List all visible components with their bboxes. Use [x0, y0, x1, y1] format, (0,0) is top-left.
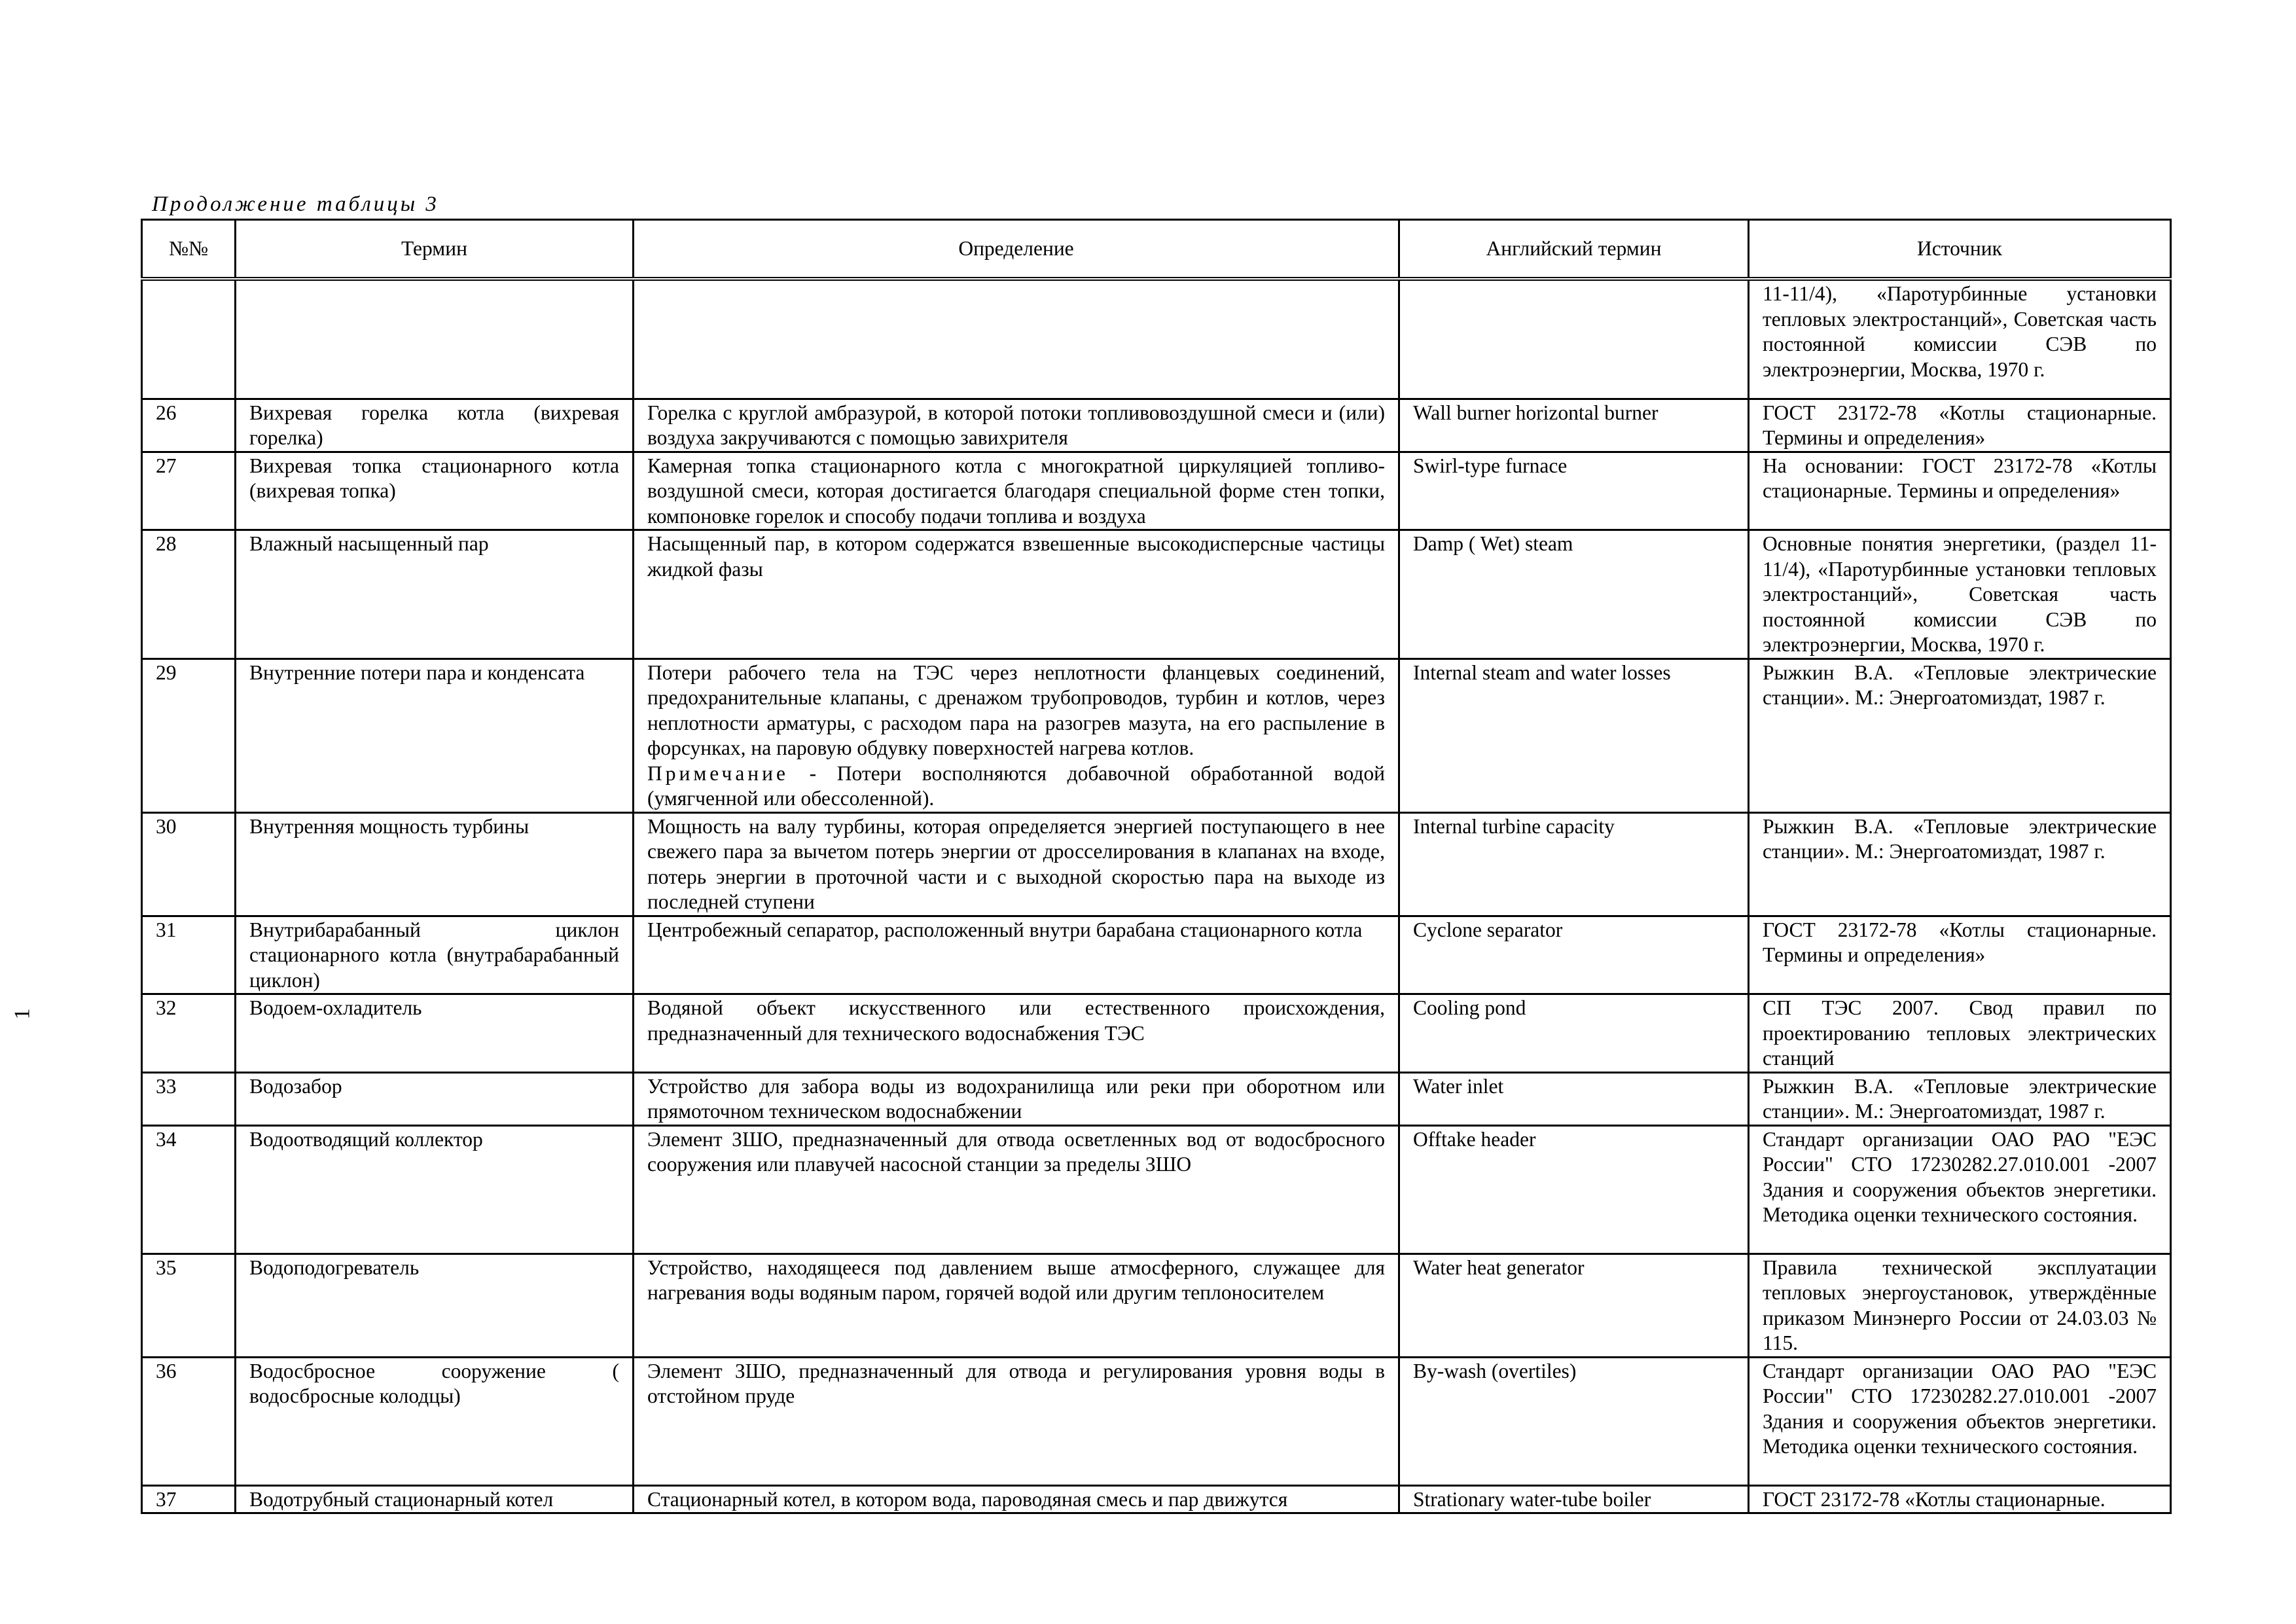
row-english-term: Damp ( Wet) steam [1399, 530, 1749, 659]
row-definition: Камерная топка стационарного котла с многократной циркуляцией топливо-воздушной смеси, которая достигается благодаря специальной форме стен топки, компоновке горелок и способу подачи топлива и воздуха [634, 452, 1399, 530]
header-definition: Определение [634, 220, 1399, 280]
header-term: Термин [236, 220, 634, 280]
row-term: Внутрибарабанный циклон стационарного котла (внутрабарабанный циклон) [236, 916, 634, 994]
row-english-term: Cooling pond [1399, 994, 1749, 1073]
row-definition: Водяной объект искусственного или естественного происхождения, предназначенный для технического водоснабжения ТЭС [634, 994, 1399, 1073]
table-row [142, 659, 2171, 812]
header-source: Источник [1749, 220, 2171, 280]
row-number: 31 [142, 916, 236, 994]
row-source: Стандарт организации ОАО РАО "ЕЭС России" СТО 17230282.27.010.001 -2007 Здания и сооружения объектов энергетики. Методика оценки технического состояния. [1749, 1357, 2171, 1485]
row-definition: Насыщенный пар, в котором содержатся взвешенные высокодисперсные частицы жидкой фазы [634, 530, 1399, 659]
row-term: Водоем-охладитель [236, 994, 634, 1073]
table-row [142, 916, 2171, 994]
row-number: 28 [142, 530, 236, 659]
table-row [142, 1072, 2171, 1125]
note-text: - Потери восполняются добавочной обработанной водой (умягченной или обессоленной). [647, 761, 1385, 810]
terms-table [141, 219, 2172, 1514]
row-source: Стандарт организации ОАО РАО "ЕЭС России" СТО 17230282.27.010.001 -2007 Здания и сооружения объектов энергетики. Методика оценки технического состояния. [1749, 1125, 2171, 1254]
row-number: 29 [142, 659, 236, 812]
row-source: Основные понятия энергетики, (раздел 11-11/4), «Паротурбинные установки тепловых электростанций», Советская часть постоянной комиссии СЭВ по электроэнергии, Москва, 1970 г. [1749, 530, 2171, 659]
table-row [142, 1357, 2171, 1485]
row-definition: Устройство для забора воды из водохранилища или реки при оборотном или прямоточном техническом водоснабжении [634, 1072, 1399, 1125]
row-source: 11-11/4), «Паротурбинные установки тепловых электростанций», Советская часть постоянной комиссии СЭВ по электроэнергии, Москва, 1970 г. [1749, 279, 2171, 399]
note-label: Примечание [647, 761, 789, 785]
row-term: Водозабор [236, 1072, 634, 1125]
table-row [142, 399, 2171, 452]
row-term: Водоподогреватель [236, 1254, 634, 1357]
row-definition: Элемент ЗШО, предназначенный для отвода и регулирования уровня воды в отстойном пруде [634, 1357, 1399, 1485]
row-definition: Стационарный котел, в котором вода, пароводяная смесь и пар движутся [634, 1485, 1399, 1513]
row-term [236, 279, 634, 399]
row-number [142, 279, 236, 399]
row-source: ГОСТ 23172-78 «Котлы стационарные. Термины и определения» [1749, 916, 2171, 994]
table-row [142, 994, 2171, 1073]
row-english-term: Strationary water-tube boiler [1399, 1485, 1749, 1513]
table-row [142, 279, 2171, 399]
row-source: Рыжкин В.А. «Тепловые электрические станции». М.: Энергоатомиздат, 1987 г. [1749, 1072, 2171, 1125]
row-number: 32 [142, 994, 236, 1073]
row-number: 30 [142, 812, 236, 916]
row-definition [634, 279, 1399, 399]
row-term: Вихревая топка стационарного котла (вихревая топка) [236, 452, 634, 530]
side-page-number: 1 [10, 1008, 35, 1020]
row-source: ГОСТ 23172-78 «Котлы стационарные. [1749, 1485, 2171, 1513]
table-row [142, 530, 2171, 659]
definition-text: Потери рабочего тела на ТЭС через неплотности фланцевых соединений, предохранительные клапаны, с дренажом трубопроводов, турбин и котлов, через неплотности арматуры, с расходом пара на разогрев мазута, на его распыление в форсунках, на паровую обдувку поверхностей нагрева котлов. [647, 660, 1385, 759]
table-row [142, 1485, 2171, 1513]
table-header-row [142, 220, 2171, 280]
row-english-term [1399, 279, 1749, 399]
row-number: 37 [142, 1485, 236, 1513]
row-term: Водотрубный стационарный котел [236, 1485, 634, 1513]
row-term: Вихревая горелка котла (вихревая горелка) [236, 399, 634, 452]
row-definition: Мощность на валу турбины, которая определяется энергией поступающего в нее свежего пара за вычетом потерь энергии от дросселирования в клапанах на входе, потерь энергии в проточной части и с выходной скоростью пара на выходе из последней ступени [634, 812, 1399, 916]
row-number: 33 [142, 1072, 236, 1125]
row-source: На основании: ГОСТ 23172-78 «Котлы стационарные. Термины и определения» [1749, 452, 2171, 530]
row-term: Водосбросное сооружение ( водосбросные колодцы) [236, 1357, 634, 1485]
row-source: Рыжкин В.А. «Тепловые электрические станции». М.: Энергоатомиздат, 1987 г. [1749, 812, 2171, 916]
row-definition [634, 659, 1399, 812]
table-row [142, 1254, 2171, 1357]
header-number: №№ [142, 220, 236, 280]
row-term: Внутренние потери пара и конденсата [236, 659, 634, 812]
row-english-term: Swirl-type furnace [1399, 452, 1749, 530]
row-source: Рыжкин В.А. «Тепловые электрические станции». М.: Энергоатомиздат, 1987 г. [1749, 659, 2171, 812]
table-row [142, 1125, 2171, 1254]
row-term: Внутренняя мощность турбины [236, 812, 634, 916]
row-definition: Горелка с круглой амбразурой, в которой потоки топливовоздушной смеси и (или) воздуха закручиваются с помощью завихрителя [634, 399, 1399, 452]
row-english-term: Internal turbine capacity [1399, 812, 1749, 916]
row-definition: Центробежный сепаратор, расположенный внутри барабана стационарного котла [634, 916, 1399, 994]
row-definition: Устройство, находящееся под давлением выше атмосферного, служащее для нагревания воды водяным паром, горячей водой или другим теплоносителем [634, 1254, 1399, 1357]
row-number: 36 [142, 1357, 236, 1485]
row-english-term: Wall burner horizontal burner [1399, 399, 1749, 452]
row-term: Водоотводящий коллектор [236, 1125, 634, 1254]
row-english-term: Water inlet [1399, 1072, 1749, 1125]
table-row [142, 812, 2171, 916]
row-english-term: By-wash (overtiles) [1399, 1357, 1749, 1485]
row-english-term: Internal steam and water losses [1399, 659, 1749, 812]
row-source: Правила технической эксплуатации тепловых энергоустановок, утверждённые приказом Минэнерго России от 24.03.03 № 115. [1749, 1254, 2171, 1357]
table-row [142, 452, 2171, 530]
row-number: 35 [142, 1254, 236, 1357]
row-term: Влажный насыщенный пар [236, 530, 634, 659]
row-source: СП ТЭС 2007. Свод правил по проектированию тепловых электрических станций [1749, 994, 2171, 1073]
row-number: 34 [142, 1125, 236, 1254]
row-source: ГОСТ 23172-78 «Котлы стационарные. Термины и определения» [1749, 399, 2171, 452]
row-english-term: Cyclone separator [1399, 916, 1749, 994]
row-english-term: Offtake header [1399, 1125, 1749, 1254]
table-caption: Продолжение таблицы 3 [152, 192, 439, 216]
header-english-term: Английский термин [1399, 220, 1749, 280]
row-number: 27 [142, 452, 236, 530]
row-definition: Элемент ЗШО, предназначенный для отвода осветленных вод от водосбросного сооружения или плавучей насосной станции за пределы ЗШО [634, 1125, 1399, 1254]
row-english-term: Water heat generator [1399, 1254, 1749, 1357]
row-number: 26 [142, 399, 236, 452]
